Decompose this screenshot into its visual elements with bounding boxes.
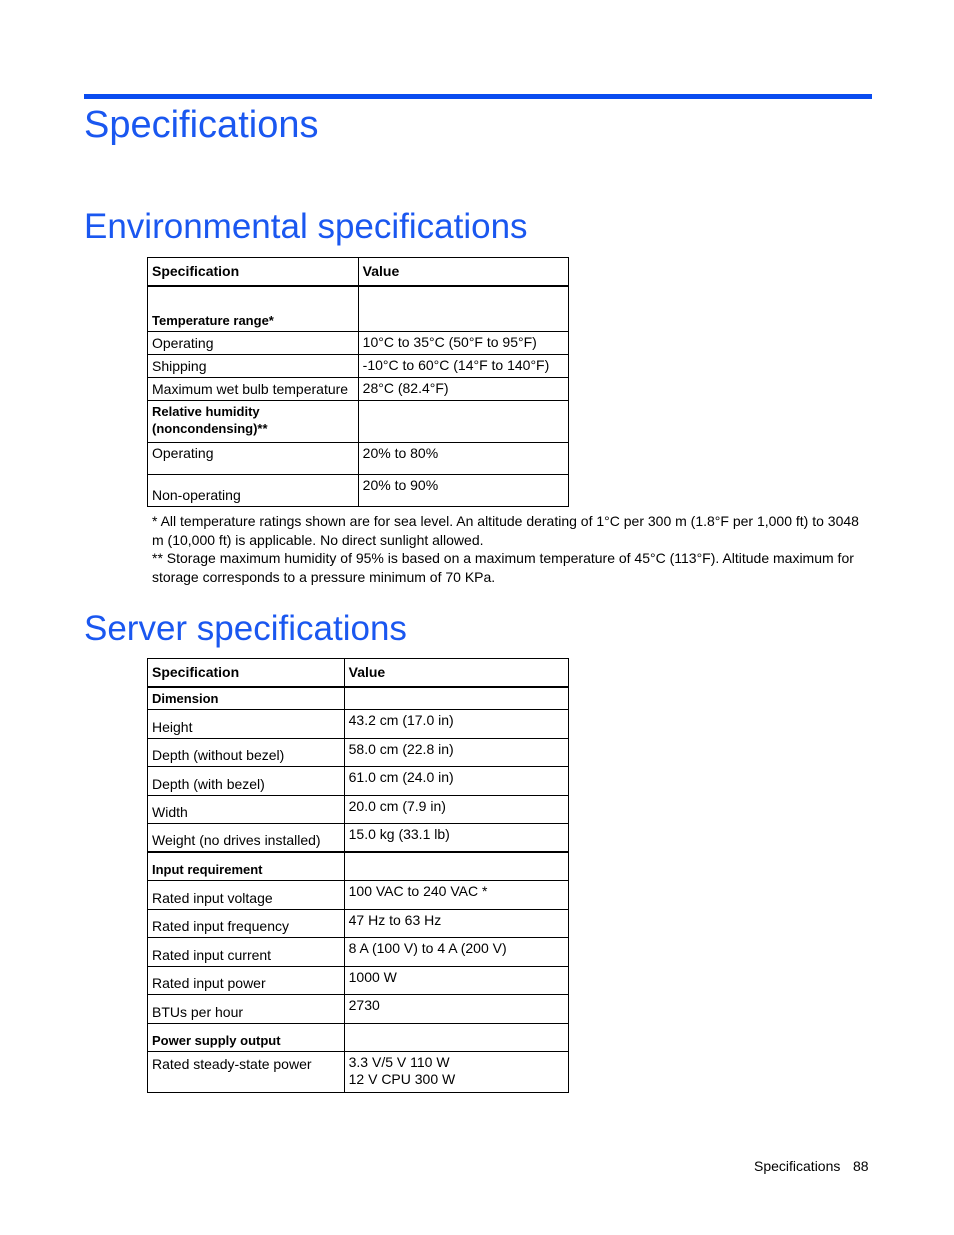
spec-cell: Width: [148, 795, 345, 823]
spec-cell: Rated input voltage: [148, 880, 345, 909]
column-header-value: Value: [358, 258, 568, 286]
value-cell: [344, 852, 568, 880]
value-cell: [358, 286, 568, 332]
spec-cell: Depth (without bezel): [148, 738, 345, 766]
spec-cell: Rated input current: [148, 937, 345, 966]
spec-cell: Operating: [148, 332, 359, 355]
value-cell: 20% to 90%: [358, 475, 568, 507]
spec-cell: BTUs per hour: [148, 994, 345, 1023]
environmental-heading: Environmental specifications: [84, 207, 528, 246]
spec-cell: Rated input frequency: [148, 909, 345, 937]
spec-cell: Rated input power: [148, 966, 345, 994]
value-cell: 2730: [344, 994, 568, 1023]
spec-cell: Height: [148, 709, 345, 738]
spec-cell: Operating: [148, 443, 359, 475]
environmental-table: [147, 257, 569, 507]
value-cell: [344, 687, 568, 710]
group-label: Input requirement: [148, 852, 345, 880]
group-label: Dimension: [148, 687, 345, 710]
top-rule: [84, 94, 872, 99]
spec-cell: Non-operating: [148, 475, 359, 507]
server-heading: Server specifications: [84, 609, 407, 648]
column-header-value: Value: [344, 659, 568, 687]
value-cell: 20.0 cm (7.9 in): [344, 795, 568, 823]
value-line: 3.3 V/5 V 110 W: [348, 1053, 450, 1070]
spec-cell: Shipping: [148, 355, 359, 378]
group-label: Temperature range*: [148, 286, 359, 332]
footer-page-number: 88: [853, 1158, 869, 1174]
spec-cell: Maximum wet bulb temperature: [148, 378, 359, 401]
value-line: 12 V CPU 300 W: [348, 1070, 456, 1087]
value-cell: -10°C to 60°C (14°F to 140°F): [358, 355, 568, 378]
footer-section-label: Specifications: [754, 1158, 841, 1174]
spec-cell: Weight (no drives installed): [148, 823, 345, 852]
value-cell: 1000 W: [344, 966, 568, 994]
value-cell: [344, 1051, 568, 1092]
column-header-spec: Specification: [148, 659, 345, 687]
value-cell: 10°C to 35°C (50°F to 95°F): [358, 332, 568, 355]
group-label: Power supply output: [148, 1023, 345, 1051]
value-cell: 20% to 80%: [358, 443, 568, 475]
value-cell: 58.0 cm (22.8 in): [344, 738, 568, 766]
page-title: Specifications: [84, 104, 319, 146]
note-temperature: * All temperature ratings shown are for sea level. An altitude derating of 1°C per 300 m (1.8°F per 1,000 ft) to 3048 m (10,000 ft) is applicable. No direct sunlight allowed.: [152, 513, 859, 548]
value-cell: 28°C (82.4°F): [358, 378, 568, 401]
value-cell: 100 VAC to 240 VAC *: [344, 880, 568, 909]
note-humidity: ** Storage maximum humidity of 95% is based on a maximum temperature of 45°C (113°F). Altitude maximum for storage corresponds to a pressure minimum of 70 KPa.: [152, 550, 854, 585]
group-label: Relative humidity (noncondensing)**: [148, 401, 359, 443]
value-cell: 47 Hz to 63 Hz: [344, 909, 568, 937]
spec-cell: Depth (with bezel): [148, 766, 345, 795]
value-cell: [358, 401, 568, 443]
spec-cell: Rated steady-state power: [148, 1051, 345, 1092]
environmental-notes: [152, 512, 874, 586]
column-header-spec: Specification: [148, 258, 359, 286]
value-cell: [344, 1023, 568, 1051]
value-cell: 15.0 kg (33.1 lb): [344, 823, 568, 852]
server-table: [147, 658, 569, 1093]
value-cell: 8 A (100 V) to 4 A (200 V): [344, 937, 568, 966]
value-cell: 43.2 cm (17.0 in): [344, 709, 568, 738]
value-cell: 61.0 cm (24.0 in): [344, 766, 568, 795]
